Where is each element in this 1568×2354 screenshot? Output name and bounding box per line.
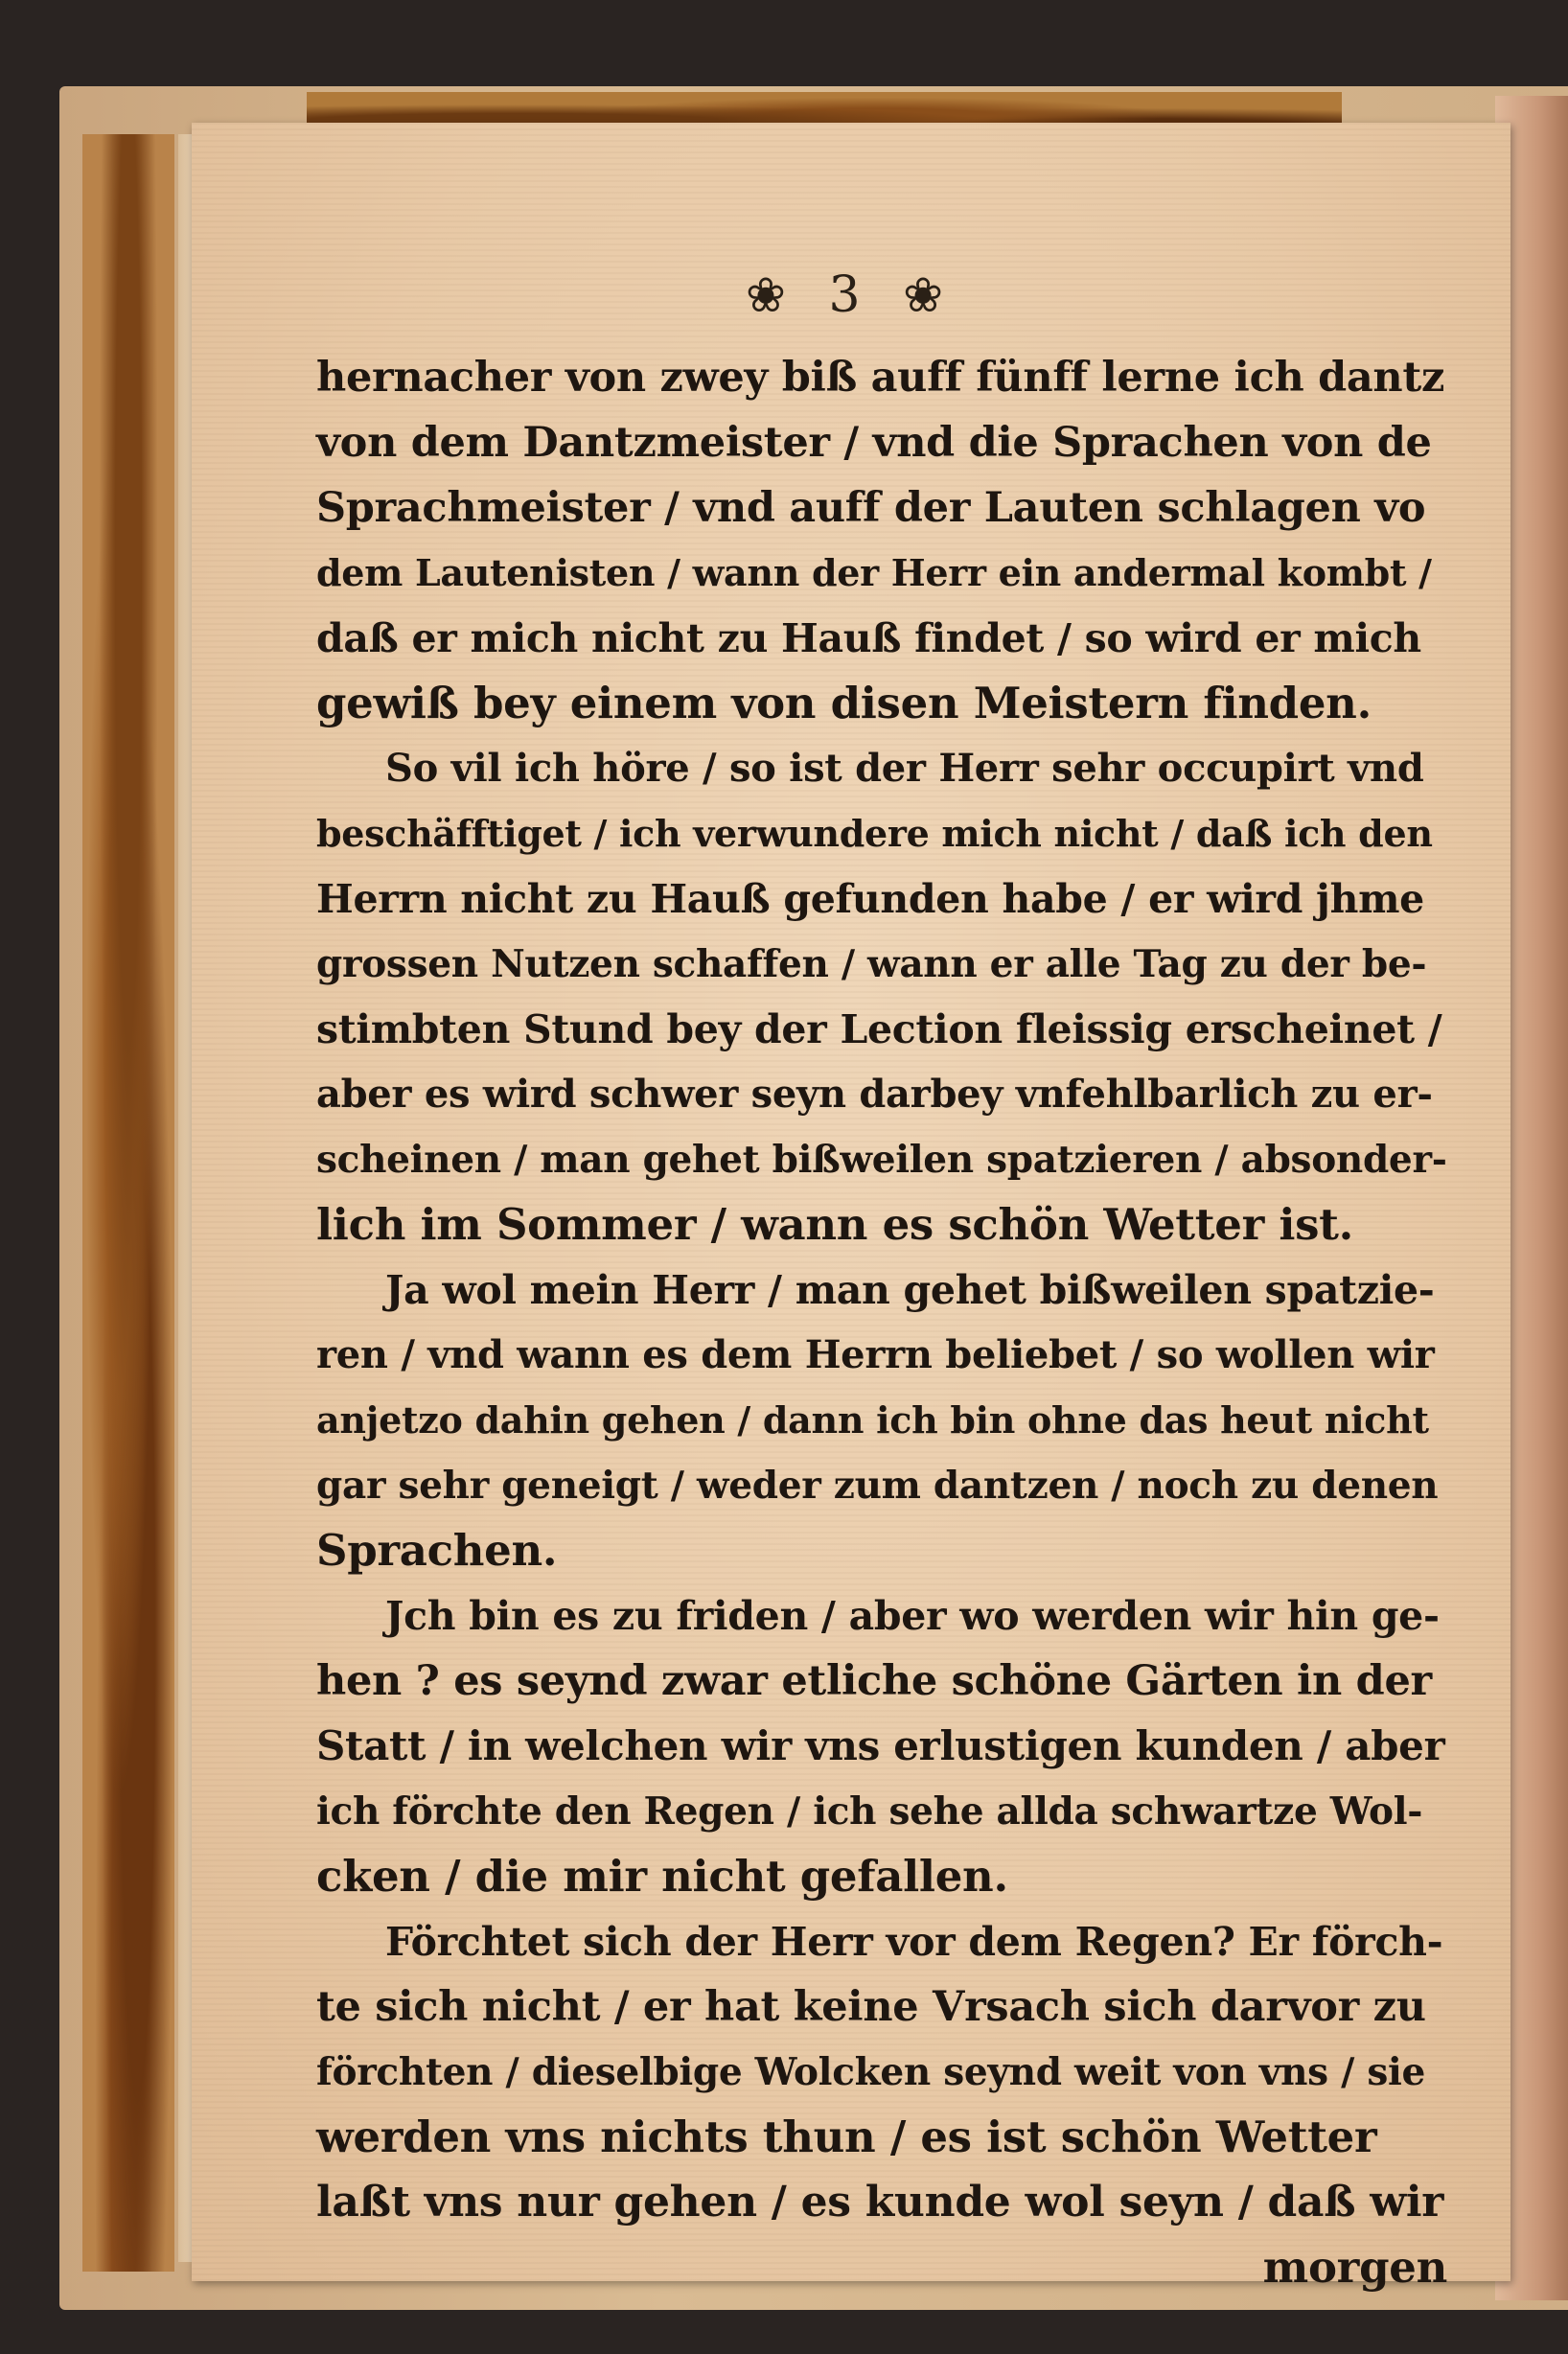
text-line: te sich nicht / er hat keine Vrsach sich darvor zu xyxy=(316,1983,1426,2031)
ornament-left-icon: ❀ xyxy=(746,267,799,323)
paragraph-start-line: Förchtet sich der Herr vor dem Regen? Er förch- xyxy=(385,1919,1443,1965)
page-number: 3 xyxy=(828,266,874,324)
text-line: hen ? es seynd zwar etliche schöne Gärten in der xyxy=(316,1657,1432,1705)
text-line: grossen Nutzen schaffen / wann er alle Tag zu der be- xyxy=(316,942,1427,986)
text-line: cken / die mir nicht gefallen. xyxy=(316,1851,1008,1902)
text-block xyxy=(316,345,1447,2300)
text-line: Sprachmeister / vnd auff der Lauten schlagen vo xyxy=(316,484,1426,532)
text-line: gar sehr geneigt / weder zum dantzen / noch zu denen xyxy=(316,1464,1439,1508)
text-line: von dem Dantzmeister / vnd die Sprachen von de xyxy=(316,419,1432,467)
book-page xyxy=(192,123,1510,2293)
running-head xyxy=(192,266,1510,324)
text-line: stimbten Stund bey der Lection fleissig erscheinet / xyxy=(316,1006,1442,1052)
text-line: dem Lautenisten / wann der Herr ein andermal kombt / xyxy=(316,551,1432,594)
text-line: anjetzo dahin gehen / dann ich bin ohne das heut nicht xyxy=(316,1398,1429,1442)
text-line: scheinen / man gehet bißweilen spatzieren / absonder- xyxy=(316,1138,1447,1182)
text-line: gewiß bey einem von disen Meistern finden. xyxy=(316,678,1372,728)
paragraph-start-line: Ja wol mein Herr / man gehet bißweilen spatzie- xyxy=(385,1267,1435,1313)
paragraph-start-line: So vil ich höre / so ist der Herr sehr occupirt vnd xyxy=(385,746,1424,791)
text-line: aber es wird schwer seyn darbey vnfehlbarlich zu er- xyxy=(316,1072,1433,1117)
paragraph-start-line: Jch bin es zu friden / aber wo werden wir hin ge- xyxy=(385,1593,1440,1639)
text-line: förchten / dieselbige Wolcken seynd weit von vns / sie xyxy=(316,2050,1425,2094)
text-line: Herrn nicht zu Hauß gefunden habe / er wird jhme xyxy=(316,876,1424,922)
text-line: Sprachen. xyxy=(316,1525,558,1576)
text-line: werden vns nichts thun / es ist schön Wetter xyxy=(316,2112,1377,2162)
text-line: lich im Sommer / wann es schön Wetter ist. xyxy=(316,1199,1354,1250)
ornament-right-icon: ❀ xyxy=(903,267,957,323)
text-line: hernacher von zwey biß auff fünff lerne ich dantz xyxy=(316,354,1445,402)
text-line: beschäfftiget / ich verwundere mich nicht / daß ich den xyxy=(316,812,1433,855)
text-line: ich förchte den Regen / ich sehe allda schwartze Wol- xyxy=(316,1789,1423,1834)
text-line: daß er mich nicht zu Hauß findet / so wird er mich xyxy=(316,615,1421,661)
text-line: Statt / in welchen wir vns erlustigen kunden / aber xyxy=(316,1722,1445,1769)
text-line: laßt vns nur gehen / es kunde wol seyn / daß wir xyxy=(316,2178,1444,2227)
text-line: ren / vnd wann es dem Herrn beliebet / so wollen wir xyxy=(316,1332,1435,1377)
catchword: morgen xyxy=(1262,2242,1447,2293)
marbled-endpaper-left xyxy=(82,134,174,2272)
